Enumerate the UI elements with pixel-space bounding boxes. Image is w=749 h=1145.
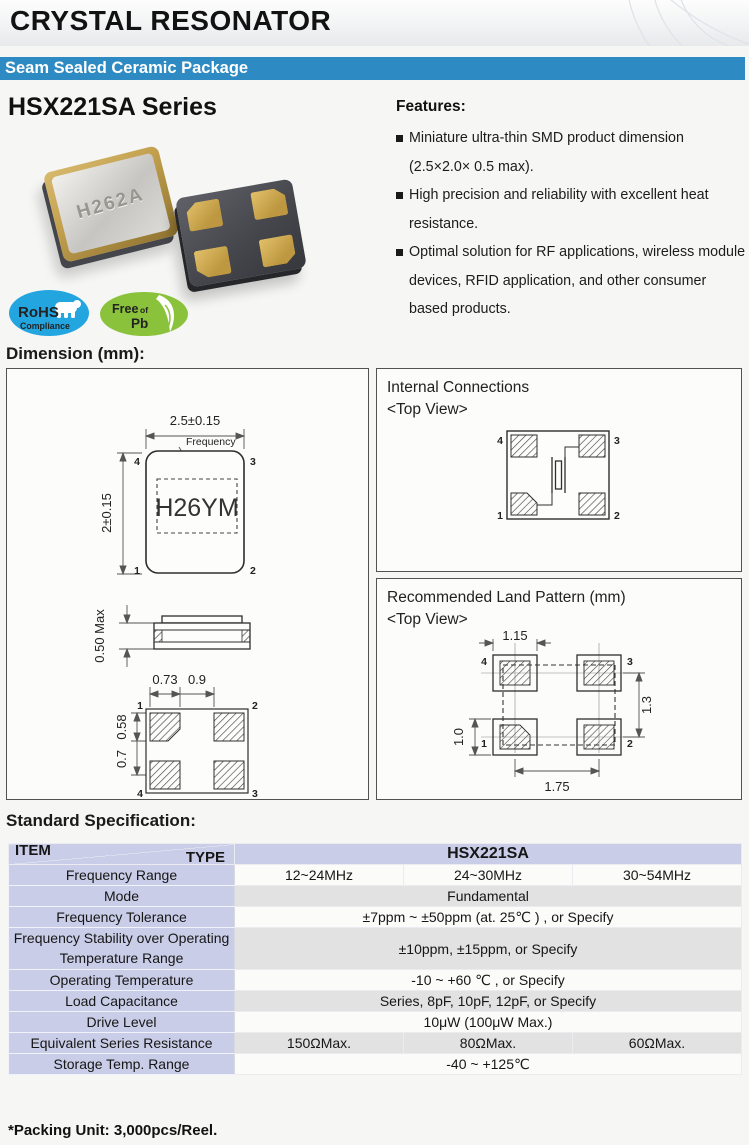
product-photo-bottom (175, 178, 307, 287)
land-dim-pad-width: 1.15 (502, 631, 528, 643)
dimension-heading: Dimension (mm): (6, 344, 145, 363)
spec-table (8, 843, 742, 1075)
spec-row (9, 928, 742, 970)
svg-text:1: 1 (134, 565, 140, 577)
product-lid (51, 153, 171, 255)
svg-text:2: 2 (252, 700, 258, 712)
svg-text:4: 4 (134, 456, 140, 468)
spec-label: Frequency Range (9, 865, 235, 886)
spec-value: Fundamental (235, 886, 742, 907)
svg-text:3: 3 (627, 656, 633, 668)
land-dim-pad-height: 1.0 (451, 727, 466, 747)
spec-row (9, 907, 742, 928)
product-photo-top (43, 145, 180, 263)
svg-text:2: 2 (614, 510, 620, 522)
rohs-text: RoHS (18, 304, 59, 321)
spec-value: -10 ~ +60 ℃ , or Specify (235, 970, 742, 991)
svg-text:4: 4 (137, 788, 143, 797)
spec-product-cell: HSX221SA (235, 844, 742, 865)
dimension-drawing (7, 369, 367, 797)
spec-row (9, 1012, 742, 1033)
corner-type-label: TYPE (185, 849, 225, 866)
svg-text:2: 2 (250, 565, 256, 577)
feature-item (396, 238, 748, 324)
land-pattern-title: Recommended Land Pattern (mm) (387, 589, 626, 606)
bullet-square-icon (396, 249, 403, 256)
spec-row (9, 886, 742, 907)
series-title: HSX221SA Series (8, 93, 217, 121)
spec-label: Frequency Stability over Operating Temperature Range (9, 928, 235, 970)
top-marking-text: H26YM (155, 494, 239, 522)
spec-heading: Standard Specification: (6, 811, 196, 830)
side-view-profile (154, 616, 250, 649)
svg-text:1: 1 (137, 700, 143, 712)
spec-row (9, 970, 742, 991)
spec-value: 30~54MHz (573, 865, 742, 886)
chip-pads (500, 661, 614, 749)
spec-row (9, 1033, 742, 1054)
spec-label: Operating Temperature (9, 970, 235, 991)
svg-text:4: 4 (497, 435, 503, 447)
page-header (0, 0, 749, 46)
feature-text: Optimal solution for RF applications, wireless module devices, RFID application, and other consumer based products. (409, 244, 746, 317)
svg-text:1: 1 (497, 510, 503, 522)
land-dim-col-pitch: 1.75 (544, 779, 570, 794)
spec-value: 80ΩMax. (404, 1033, 573, 1054)
feature-text: High precision and reliability with excellent heat resistance. (409, 187, 709, 232)
pad-dim-1: 0.73 (152, 672, 178, 687)
land-pattern-box (376, 578, 742, 800)
internal-connections-drawing (377, 421, 739, 569)
internal-connections-title: Internal Connections (387, 379, 530, 396)
spec-value: -40 ~ +125℃ (235, 1054, 742, 1075)
pad-dim-3: 0.58 (114, 714, 129, 740)
internal-connections-box (376, 368, 742, 572)
frequency-callout-label: Frequency (186, 436, 236, 448)
land-pattern-drawing (377, 631, 739, 799)
pb-free-badge (99, 291, 189, 337)
dim-height-label: 2±0.15 (99, 493, 114, 533)
spec-value: ±10ppm, ±15ppm, or Specify (235, 928, 742, 970)
spec-label: Frequency Tolerance (9, 907, 235, 928)
svg-text:1: 1 (481, 738, 487, 750)
packing-note: *Packing Unit: 3,000pcs/Reel. (8, 1122, 218, 1139)
pb-of-text: of (140, 305, 149, 315)
svg-text:2: 2 (627, 738, 633, 750)
spec-value: 12~24MHz (235, 865, 404, 886)
bullet-square-icon (396, 192, 403, 199)
land-pattern-subtitle: <Top View> (387, 611, 468, 628)
spec-value: Series, 8pF, 10pF, 12pF, or Specify (235, 991, 742, 1012)
gold-pad (185, 198, 223, 231)
spec-label: Storage Temp. Range (9, 1054, 235, 1075)
spec-label: Drive Level (9, 1012, 235, 1033)
pad-dim-4: 0.7 (114, 749, 129, 769)
spec-header-row (9, 844, 742, 865)
spec-value: 24~30MHz (404, 865, 573, 886)
spec-label: Mode (9, 886, 235, 907)
gold-pad (193, 246, 231, 279)
corner-item-label: ITEM (15, 842, 51, 859)
svg-text:3: 3 (614, 435, 620, 447)
internal-connections-subtitle: <Top View> (387, 401, 468, 418)
gold-pad (258, 234, 296, 267)
spec-label: Load Capacitance (9, 991, 235, 1012)
dim-width-label: 2.5±0.15 (169, 413, 221, 428)
spec-value: 60ΩMax. (573, 1033, 742, 1054)
bullet-square-icon (396, 135, 403, 142)
land-dim-row-pitch: 1.3 (639, 695, 654, 715)
spec-row (9, 1054, 742, 1075)
feature-item (396, 181, 748, 238)
pad-dim-2: 0.9 (187, 672, 207, 687)
spec-value: 10μW (100μW Max.) (235, 1012, 742, 1033)
features-section (396, 98, 748, 324)
page-title: CRYSTAL RESONATOR (10, 5, 332, 36)
spec-corner-cell (9, 844, 235, 865)
gold-pad (250, 187, 288, 220)
svg-text:4: 4 (481, 656, 487, 668)
spec-value: 150ΩMax. (235, 1033, 404, 1054)
rohs-subtext: Compliance (20, 321, 70, 331)
spec-value: ±7ppm ~ ±50ppm (at. 25℃ ) , or Specify (235, 907, 742, 928)
svg-text:3: 3 (250, 456, 256, 468)
globe-decoration-icon (559, 0, 749, 46)
spec-row (9, 991, 742, 1012)
pb-text: Pb (131, 316, 149, 331)
land-dim-lines (469, 639, 645, 777)
product-marking: H262A (74, 183, 147, 223)
svg-text:3: 3 (252, 788, 258, 797)
dimension-drawing-box (6, 368, 369, 800)
dim-thickness-label: 0.50 Max (92, 609, 107, 663)
spec-label: Equivalent Series Resistance (9, 1033, 235, 1054)
rohs-badge (8, 289, 90, 337)
feature-item (396, 124, 748, 181)
feature-text: Miniature ultra-thin SMD product dimension (2.5×2.0× 0.5 max). (409, 130, 684, 175)
pb-free-text: Free (112, 302, 139, 316)
side-view-dim-lines (119, 605, 157, 667)
spec-row (9, 865, 742, 886)
features-heading: Features: (396, 98, 466, 115)
section-banner: Seam Sealed Ceramic Package (0, 57, 745, 80)
